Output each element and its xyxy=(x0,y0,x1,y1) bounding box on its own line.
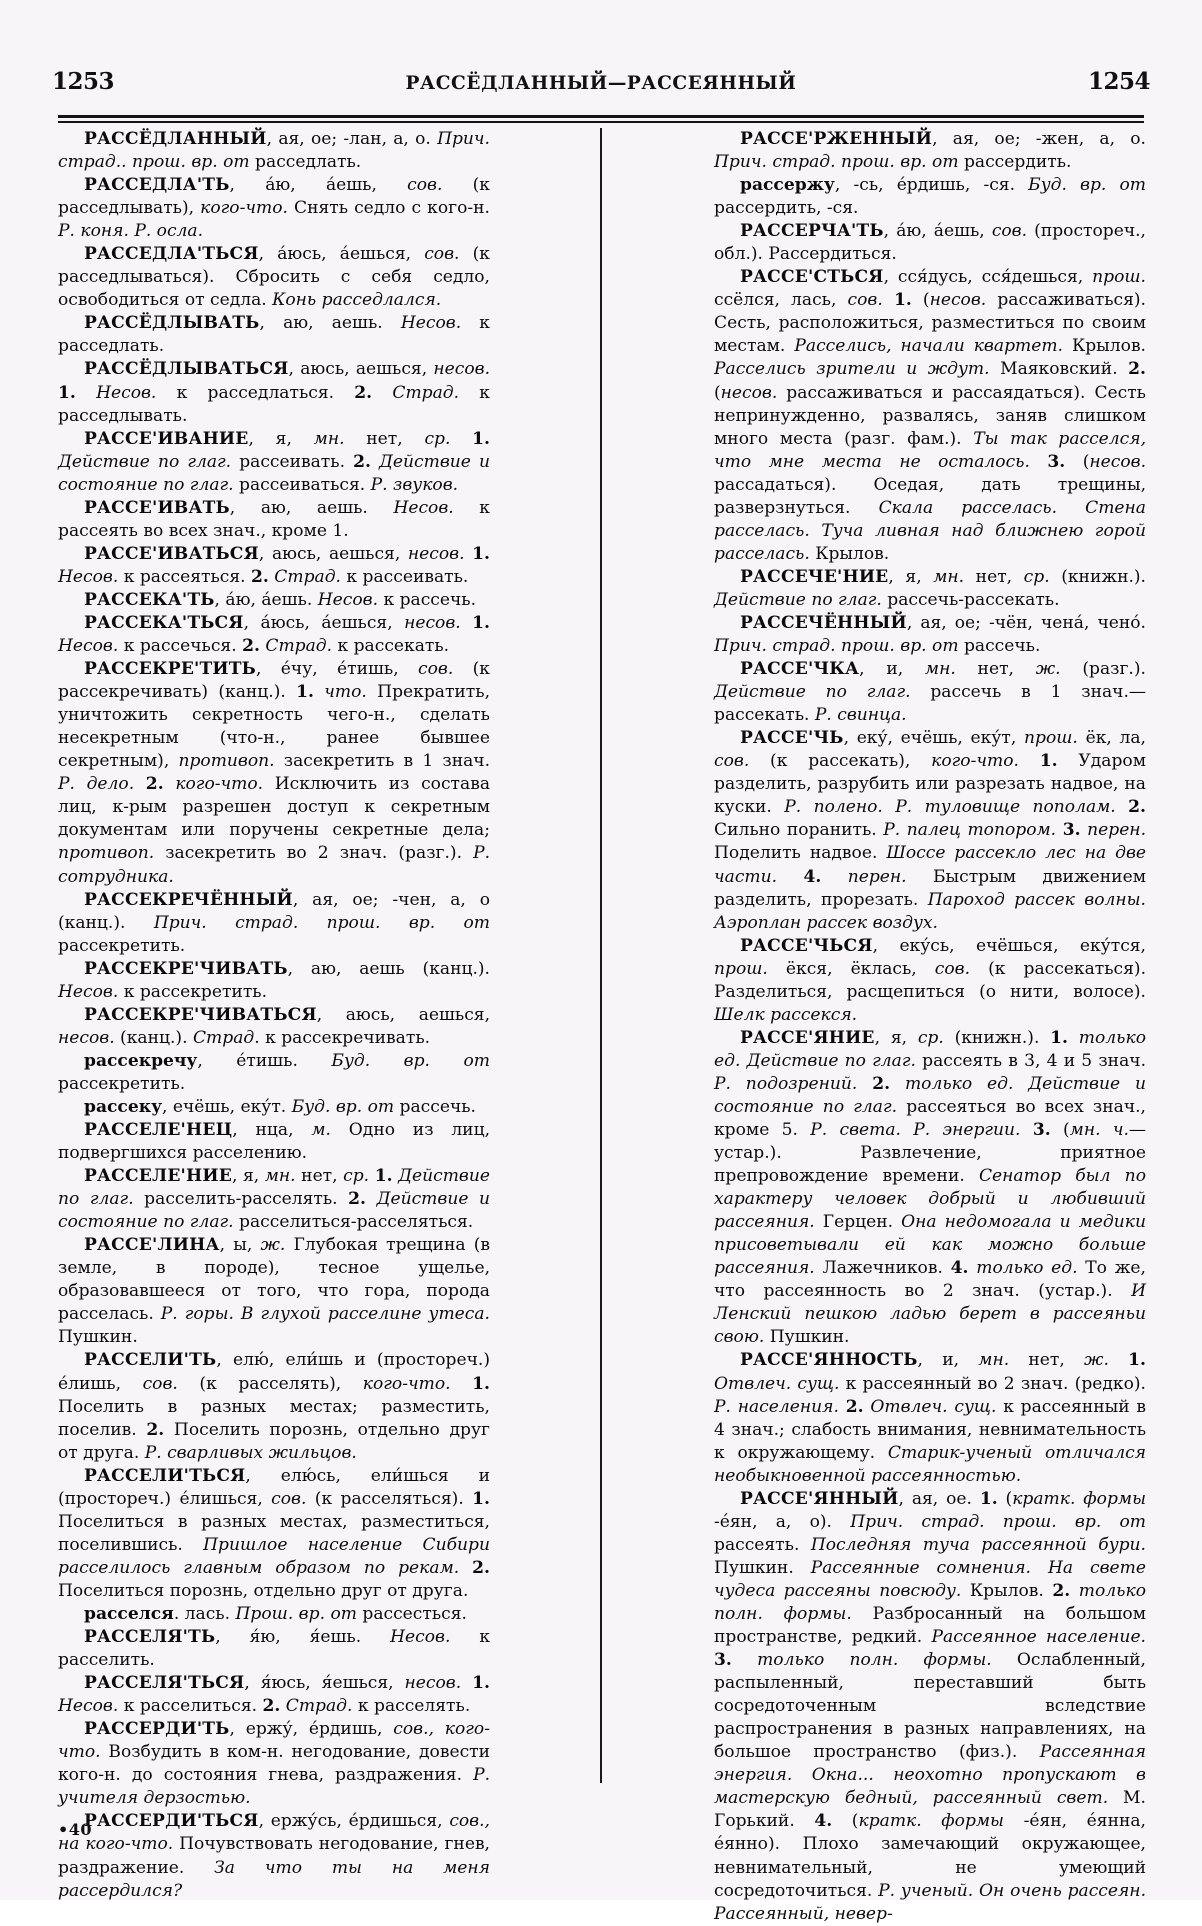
entry-headword: расселся xyxy=(84,1604,174,1624)
dictionary-entry xyxy=(58,243,490,312)
entry-headword: РАССЕЛЯ'ТЬ xyxy=(84,1627,216,1648)
entry-definition: , а́ю, а́ешь, сов. (к расседлывать), кого-что. Снять седло с кого-н. Р. коня. Р. осла. xyxy=(58,175,490,242)
entry-definition: , ержу́, е́рдишь, сов., кого-что. Возбудить в ком-н. негодование, довести кого-н. до состояния гнева, раздражения. Р. учителя дерзостью. xyxy=(58,1719,490,1809)
dictionary-entry xyxy=(714,174,1146,220)
entry-headword: рассекречу xyxy=(84,1050,198,1071)
entry-headword: РАССЕ'ЯННОСТЬ xyxy=(740,1350,918,1371)
entry-headword: РАССЕ'ИВАНИЕ xyxy=(84,428,249,449)
dictionary-entry xyxy=(714,658,1146,727)
entry-headword: РАССЕЛИ'ТЬСЯ xyxy=(84,1465,246,1486)
entry-headword: РАССЕКА'ТЬ xyxy=(84,589,215,610)
dictionary-entry xyxy=(58,589,490,612)
signature-mark: •40 xyxy=(58,1820,92,1839)
entry-headword: РАССЕКРЕ'ЧИВАТЬСЯ xyxy=(84,1004,317,1025)
column-right xyxy=(714,128,1147,1924)
entry-headword: РАССЕРДИ'ТЬСЯ xyxy=(84,1811,259,1832)
entry-headword: РАССЁДЛАННЫЙ xyxy=(84,129,267,149)
entry-definition: , я, ср. (книжн.). 1. только ед. Действие по глаг. рассеять в 3, 4 и 5 знач. Р. подозрений. 2. только ед. Действие и состояние по глаг. рассеяться во всех знач., кроме 5. Р. света. Р. энергии. 3. (мн. ч.—устар.). Развлечение, приятное препровождение времени. Сенатор был по характеру человек добрый и любивший рассеяния. Герцен. Она недомогала и медики присоветывали ей как можно больше рассеяния. Лажечников. 4. только ед. То же, что рассеянность во 2 знач. (устар.). И Ленский пешкою ладью берет в рассеяньи свою. Пушкин. xyxy=(714,1027,1147,1348)
entry-headword: РАССЕКРЕЧЁННЫЙ xyxy=(84,889,293,910)
entry-headword: РАССЕЧЁННЫЙ xyxy=(740,612,907,633)
dictionary-entry xyxy=(714,1488,1146,1926)
dictionary-entry xyxy=(58,1119,490,1165)
entry-definition: , елю́, ели́шь и (простореч.) е́лишь, сов. (к расселять), кого-что. 1. Поселить в разных местах; разместить, поселив. 2. Поселить порознь, отдельно друг от друга. Р. сварливых жильцов. xyxy=(58,1350,491,1463)
entry-headword: РАССЕКРЕ'ЧИВАТЬ xyxy=(84,958,288,979)
entry-definition: , аю, аешь. Несов. к рассеять во всех знач., кроме 1. xyxy=(58,497,490,541)
dictionary-entry xyxy=(58,1626,490,1672)
entry-headword: РАССЕЛЕ'НЕЦ xyxy=(84,1120,233,1141)
dictionary-entry xyxy=(714,1349,1146,1487)
entry-definition: , ая, ое; -лан, а, о. Прич. страд.. прош. вр. от расседлать. xyxy=(58,129,490,173)
entry-headword: РАССЕРЧА'ТЬ xyxy=(740,221,884,242)
entry-definition: , аюсь, аешься, несов. 1. Несов. к расседлаться. 2. Страд. к расседлывать. xyxy=(58,359,490,426)
header-rule-thin xyxy=(58,121,1144,123)
entry-definition: , е́чу, е́тишь, сов. (к рассекречивать) (канц.). 1. что. Прекратить, уничтожить секретность чего-н., сделать несекретным (что-н., ранее бывшее секретным), противоп. засекретить в 1 знач. Р. дело. 2. кого-что. Исключить из состава лиц, к-рым разрешен доступ к секретным документам или поручены секретные дела; противоп. засекретить во 2 знач. (разг.). Р. сотрудника. xyxy=(58,659,491,887)
entry-headword: РАССЕ'ЧКА xyxy=(740,659,860,680)
entry-definition: , аюсь, аешься, несов. 1. Несов. к рассеяться. 2. Страд. к рассеивать. xyxy=(58,543,491,587)
dictionary-entry xyxy=(58,1349,490,1464)
dictionary-entry xyxy=(714,612,1146,658)
entry-definition: , а́ю, а́ешь, сов. (простореч., обл.). Рассердиться. xyxy=(714,221,1146,265)
entry-definition: , я, мн. нет, ср. 1. Действие по глаг. рассеивать. 2. Действие и состояние по глаг. рассеиваться. Р. звуков. xyxy=(58,428,490,495)
entry-headword: рассеку xyxy=(84,1096,163,1117)
entry-definition: , а́ю, а́ешь. Несов. к рассечь. xyxy=(214,589,477,610)
entry-definition: , ы, ж. Глубокая трещина (в земле, в породе), тесное ущелье, образовавшееся от того, что гора, порода расселась. Р. горы. В глухой расселине утеса. Пушкин. xyxy=(58,1235,491,1348)
entry-definition: , я́юсь, я́ешься, несов. 1. Несов. к расселиться. 2. Страд. к расселять. xyxy=(58,1673,490,1717)
dictionary-entry xyxy=(58,174,490,243)
entry-headword: РАССЕЛИ'ТЬ xyxy=(84,1350,217,1371)
entry-definition: , нца, м. Одно из лиц, подвергшихся расселению. xyxy=(58,1120,491,1164)
entry-headword: РАССЕРДИ'ТЬ xyxy=(84,1719,230,1740)
dictionary-entry xyxy=(58,1465,490,1603)
entry-definition: , еку́, ечёшь, еку́т, прош. ёк, ла, сов. (к рассекать), кого-что. 1. Ударом разделить, разрубить или разрезать надвое, на куски. Р. полено. Р. туловище пополам. 2. Сильно поранить. Р. палец топором. 3. перен. Поделить надвое. Шоссе рассекло лес на две части. 4. перен. Быстрым движением разделить, прорезать. Пароход рассек волны. Аэроплан рассек воздух. xyxy=(714,728,1147,933)
dictionary-entry xyxy=(58,958,490,1004)
dictionary-entry xyxy=(58,612,490,658)
entry-headword: РАССЕКА'ТЬСЯ xyxy=(84,612,244,633)
dictionary-entry xyxy=(58,1718,490,1810)
entry-headword: РАССЕЛЕ'НИЕ xyxy=(84,1166,232,1187)
dictionary-entry xyxy=(58,497,490,543)
header-rule xyxy=(58,115,1144,123)
entry-definition: , и, мн. нет, ж. 1. Отвлеч. сущ. к рассеянный во 2 знач. (редко). Р. населения. 2. Отвлеч. сущ. к рассеянный в 4 знач.; слабость внимания, невнимательность к окружающему. Старик-ученый отличался необыкновенной рассеянностью. xyxy=(714,1350,1147,1486)
entry-headword: РАССЕ'СТЬСЯ xyxy=(740,267,884,288)
running-head-bar xyxy=(52,68,1150,102)
dictionary-entry xyxy=(58,1810,490,1902)
entry-definition: , аю, аешь (канц.). Несов. к рассекретить. xyxy=(58,958,490,1002)
dictionary-entry xyxy=(58,128,490,174)
entry-headword: РАССЁДЛЫВАТЬСЯ xyxy=(84,359,289,380)
folio-right: 1254 xyxy=(1087,68,1150,95)
dictionary-entry xyxy=(58,1234,490,1349)
entry-definition: , ая, ое; -чён, чена́, чено́. Прич. страд. прош. вр. от рассечь. xyxy=(714,612,1146,657)
dictionary-entry xyxy=(58,1165,490,1234)
dictionary-entry xyxy=(714,128,1146,174)
entry-definition: , а́юсь, а́ешься, сов. (к расседлываться). Сбросить с себя седло, освободиться от седла. Конь расседлался. xyxy=(58,244,490,311)
dictionary-entry xyxy=(714,220,1146,266)
entry-definition: , я, мн. нет, ср. (книжн.). Действие по глаг. рассечь-рассекать. xyxy=(714,566,1146,610)
entry-headword: РАССЕ'ЯННЫЙ xyxy=(740,1488,899,1509)
dictionary-entry xyxy=(58,358,490,427)
dictionary-entry xyxy=(714,566,1146,612)
entry-headword: РАССЕДЛА'ТЬСЯ xyxy=(84,244,259,265)
dictionary-entry xyxy=(714,1027,1146,1350)
entry-definition: , аю, аешь. Несов. к расседлать. xyxy=(58,313,490,357)
entry-definition: , аюсь, аешься, несов. (канц.). Страд. к рассекречивать. xyxy=(58,1004,490,1048)
dictionary-entry xyxy=(58,1096,490,1119)
entry-headword: РАССЕ'ЧЬСЯ xyxy=(740,935,873,956)
running-head-title: РАССЁДЛАННЫЙ—РАССЕЯННЫЙ xyxy=(405,73,797,94)
entry-definition: , еку́сь, ечёшься, еку́тся, прош. ёкся, ёклась, сов. (к рассекаться). Разделиться, расщепиться (о нити, волосе). Шелк рассекся. xyxy=(714,935,1146,1025)
entry-definition: , ая, ое; -чен, а, о (канц.). Прич. страд. прош. вр. от рассекретить. xyxy=(58,889,490,956)
entry-headword: РАССЕ'РЖЕННЫЙ xyxy=(740,129,933,149)
entry-headword: РАССЕ'ЛИНА xyxy=(84,1235,220,1256)
dictionary-entry xyxy=(58,543,490,589)
dictionary-entry xyxy=(58,312,490,358)
entry-definition: , -сь, е́рдишь, -ся. Буд. вр. от рассердить, -ся. xyxy=(714,175,1147,219)
entry-headword: рассержу xyxy=(740,175,835,196)
dictionary-entry xyxy=(58,889,490,958)
dictionary-entry xyxy=(58,1004,490,1050)
entry-headword: РАССЕКРЕ'ТИТЬ xyxy=(84,659,256,680)
entry-definition: , я, мн. нет, ср. 1. Действие по глаг. расселить-расселять. 2. Действие и состояние по глаг. расселиться-расселяться. xyxy=(58,1166,491,1233)
entry-definition: , и, мн. нет, ж. (разг.). Действие по глаг. рассечь в 1 знач.—рассекать. Р. свинца. xyxy=(714,659,1146,726)
dictionary-entry xyxy=(58,1603,490,1626)
entry-headword: РАССЕЛЯ'ТЬСЯ xyxy=(84,1673,245,1694)
dictionary-entry xyxy=(58,658,490,888)
entry-headword: РАССЕ'ИВАТЬ xyxy=(84,497,230,518)
entry-headword: РАССЕДЛА'ТЬ xyxy=(84,175,230,196)
folio-left: 1253 xyxy=(52,68,115,95)
dictionary-entry xyxy=(714,727,1146,934)
entry-definition: , ая, ое. 1. (кратк. формы -éян, а, о). Прич. страд. прош. вр. от рассеять. Последняя туча рассеянной бури. Пушкин. Рассеянные сомнения. На свете чудеса рассеяны повсюду. Крылов. 2. только полн. формы. Разбросанный на большом пространстве, редкий. Рассеянное население. 3. только полн. формы. Ослабленный, распыленный, перестaвший быть сосредоточенным вследствие распространения в разных направлениях, на большое пространство (физ.). Рассеянная энергия. Окна... неохотно пропускают в мастерскую бедный, рассеянный свет. М. Горький. 4. (кратк. формы -éян, éянна, éянно). Плохо замечающий окружающее, невнимательный, не умеющий сосредоточиться. Р. ученый. Он очень рассеян. Рассеянный, невер- xyxy=(714,1488,1147,1924)
entry-definition: , а́юсь, а́ешься, несов. 1. Несов. к рассечься. 2. Страд. к рассекать. xyxy=(58,612,491,657)
dictionary-entry xyxy=(714,935,1146,1027)
entry-definition: , елю́сь, ели́шься и (простореч.) е́лишься, сов. (к расселяться). 1. Поселиться в разных местах, разместиться, поселившись. Пришлое население Сибири расселилось главным образом по рекам. 2. Поселиться порознь, отдельно друг от друга. xyxy=(58,1465,490,1601)
entry-headword: РАССЕЧЕ'НИЕ xyxy=(740,566,889,587)
dictionary-entry xyxy=(58,428,490,497)
entry-headword: РАССЕ'ЧЬ xyxy=(740,728,844,749)
entry-definition: , ечёшь, еку́т. Буд. вр. от рассечь. xyxy=(162,1096,476,1117)
entry-definition: . лась. Прош. вр. от рассесться. xyxy=(173,1604,467,1624)
dictionary-entry xyxy=(58,1672,490,1718)
entry-definition: , ая, ое; -жен, а, о. Прич. страд. прош. вр. от рассердить. xyxy=(714,129,1146,173)
entry-headword: РАССЕ'ИВАТЬСЯ xyxy=(84,543,259,564)
entry-definition: , ержу́сь, е́рдишься, сов., на кого-что. Почувствовать негодование, гнев, раздражение. За что ты на меня рассердился? xyxy=(58,1811,490,1901)
entry-definition: , е́тишь. Буд. вр. от рассекретить. xyxy=(58,1050,490,1094)
entry-definition: , сся́дусь, сся́дешься, прош. ссёлся, лась, сов. 1. (несов. рассаживаться). Сесть, расположиться, разместиться по своим местам. Расселись, начали квартет. Крылов. Расселись зрители и ждут. Маяковский. 2. (несов. рассаживаться и рассаядаться). Сесть непринужденно, развалясь, заняв слишком много места (разг. фам.). Ты так расселся, что мне места не осталось. 3. (несов. рассадаться). Оседая, дать трещины, разверзнуться. Скала расселась. Стена расселась. Туча ливная над ближнею горой расселась. Крылов. xyxy=(714,267,1147,564)
entry-headword: РАССЁДЛЫВАТЬ xyxy=(84,313,260,334)
entry-headword: РАССЕ'ЯНИЕ xyxy=(740,1027,875,1048)
dictionary-entry xyxy=(58,1050,490,1096)
dictionary-entry xyxy=(714,266,1146,566)
entry-definition: , я́ю, я́ешь. Несов. к расселить. xyxy=(58,1627,490,1671)
